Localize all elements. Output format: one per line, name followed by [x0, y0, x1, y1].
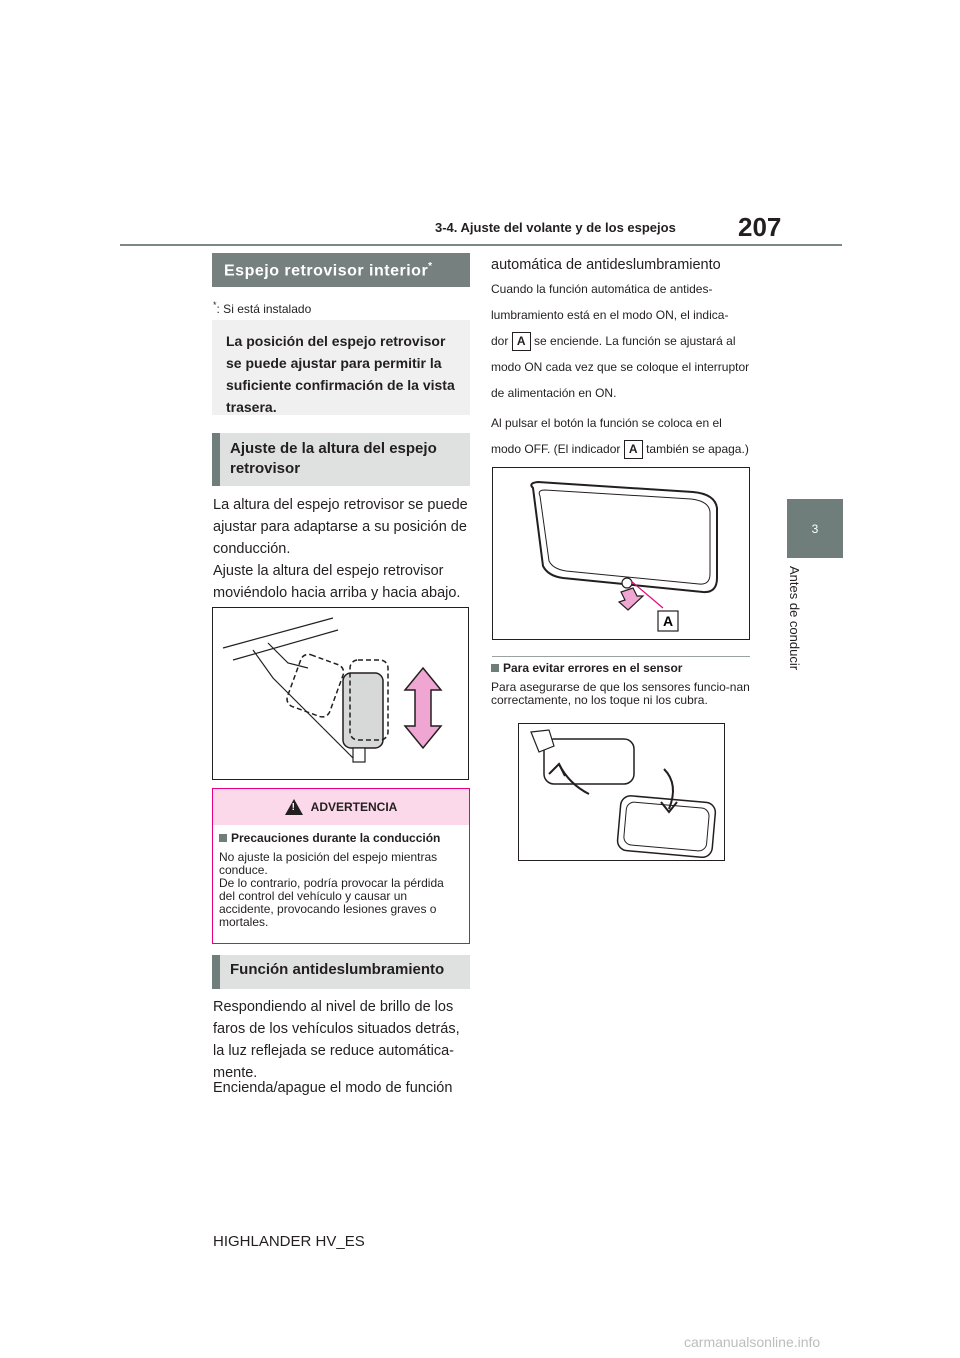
- height-paragraph-1: La altura del espejo retrovisor se puede ajustar para adaptarse a su posición de conducción.: [213, 497, 468, 557]
- sensor-heading: Para evitar errores en el sensor: [503, 661, 683, 675]
- antiglare-paragraph-2: Encienda/apague el modo de función: [213, 1080, 453, 1096]
- indicator-figure: [492, 467, 750, 640]
- callout-a-indicator-2: A: [624, 440, 643, 459]
- height-paragraph-2: Ajuste la altura del espejo retrovisor moviéndolo hacia arriba y hacia abajo.: [213, 563, 461, 601]
- warning-text-1: No ajuste la posición del espejo mientras conduce.: [219, 850, 438, 877]
- square-bullet-icon: [491, 664, 499, 672]
- footnote-text: : Si está instalado: [216, 302, 312, 316]
- sensor-illustration: [519, 724, 724, 860]
- chapter-tab: [787, 499, 843, 558]
- on-mode-text-1: Cuando la función automática de antides-lumbramiento está en el modo ON, el indica-: [491, 282, 729, 322]
- section-header: 3-4. Ajuste del volante y de los espejos: [435, 220, 676, 235]
- warning-subtitle: Precauciones durante la conducción: [231, 831, 441, 845]
- warning-subtitle-row: [219, 831, 463, 845]
- antiglare-paragraph-1: Respondiendo al nivel de brillo de los faros de los vehículos situados detrás, la luz reflejada se reduce automática-mente.: [213, 999, 460, 1081]
- indicator-illustration: [493, 468, 749, 639]
- warning-title: ADVERTENCIA: [310, 800, 398, 814]
- warning-header: [213, 789, 469, 825]
- mirror-height-figure: [212, 607, 469, 780]
- sensor-text: Para asegurarse de que los sensores funcio-nan correctamente, no los toque ni los cubra.: [491, 680, 750, 707]
- sensor-figure: [518, 723, 725, 861]
- header-rule: [120, 244, 842, 246]
- main-title-text: Espejo retrovisor interior: [224, 262, 429, 280]
- mirror-height-illustration: [213, 608, 468, 779]
- warning-box: [212, 788, 470, 944]
- main-title-mark: *: [428, 261, 433, 272]
- footer-model: HIGHLANDER HV_ES: [213, 1233, 365, 1250]
- height-heading: Ajuste de la altura del espejo retrovisor: [212, 433, 470, 486]
- on-mode-text-2a: dor: [491, 334, 509, 348]
- sensor-heading-row: [491, 661, 682, 675]
- footnote-mark: *: [213, 300, 217, 310]
- chapter-label: Antes de conducir: [787, 566, 802, 671]
- intro-box: La posición del espejo retrovisor se puede ajustar para permitir la suficiente confirmación de la vista trasera.: [212, 320, 470, 415]
- on-mode-text: [491, 276, 751, 462]
- page-number: 207: [738, 212, 782, 242]
- antiglare-paragraph-2-cont: automática de antideslumbramiento: [491, 257, 721, 273]
- antiglare-heading: Función antideslumbramiento: [212, 955, 470, 989]
- on-mode-text-2b: se enciende. La función se ajustará al modo ON cada vez que se coloque el interruptor de alimentación en ON.: [491, 334, 750, 400]
- off-mode-text-2b: también se apaga.): [646, 442, 749, 456]
- off-mode-text-2a: modo OFF. (El indicador: [491, 442, 621, 456]
- off-mode-text-1: Al pulsar el botón la función se coloca en el: [491, 416, 722, 430]
- figure-callout-a: A: [662, 613, 674, 629]
- callout-a-indicator: A: [512, 332, 531, 351]
- warning-icon: !: [285, 799, 303, 815]
- main-title: [212, 253, 470, 287]
- watermark: carmanualsonline.info: [684, 1334, 821, 1350]
- square-bullet-icon: [219, 834, 227, 842]
- chapter-number: 3: [811, 521, 819, 536]
- footnote: [213, 300, 311, 316]
- warning-text-2: De lo contrario, podría provocar la pérdida del control del vehículo y causar un accidente, provocando lesiones graves o mortales.: [219, 876, 444, 929]
- section-divider: [492, 656, 750, 657]
